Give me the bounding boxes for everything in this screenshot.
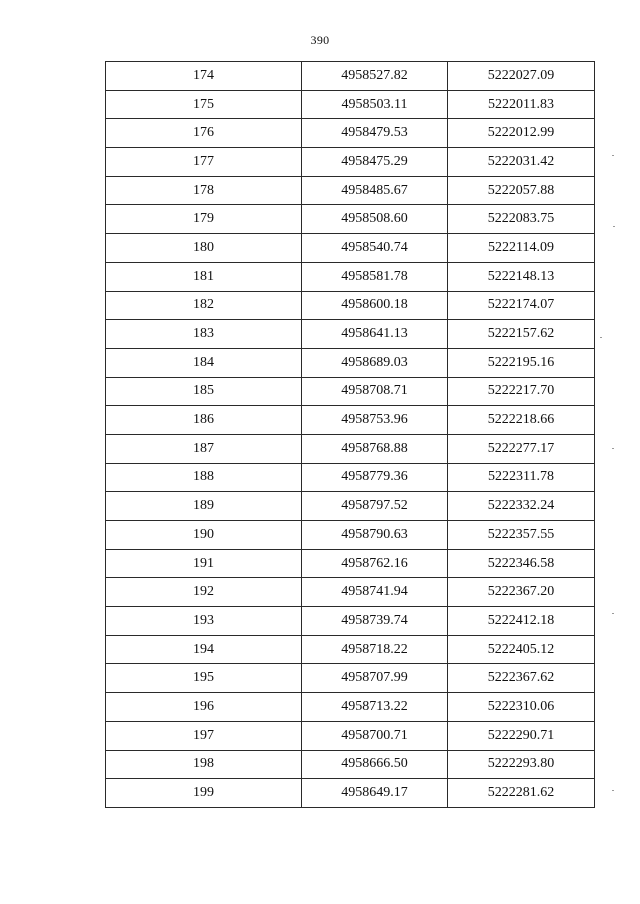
table-row	[106, 176, 595, 205]
point-number-cell: 185	[106, 377, 302, 406]
table-row	[106, 320, 595, 349]
y-coordinate-cell: 5222011.83	[448, 90, 595, 119]
y-coordinate-cell: 5222281.62	[448, 779, 595, 808]
table-row	[106, 664, 595, 693]
y-coordinate-cell: 5222311.78	[448, 463, 595, 492]
x-coordinate-cell: 4958779.36	[302, 463, 448, 492]
point-number-cell: 178	[106, 176, 302, 205]
y-coordinate-cell: 5222057.88	[448, 176, 595, 205]
table-row	[106, 607, 595, 636]
point-number-cell: 182	[106, 291, 302, 320]
table-row	[106, 262, 595, 291]
point-number-cell: 192	[106, 578, 302, 607]
point-number-cell: 193	[106, 607, 302, 636]
point-number-cell: 177	[106, 148, 302, 177]
table-row	[106, 521, 595, 550]
table-row	[106, 62, 595, 91]
table-row	[106, 721, 595, 750]
point-number-cell: 174	[106, 62, 302, 91]
point-number-cell: 175	[106, 90, 302, 119]
x-coordinate-cell: 4958649.17	[302, 779, 448, 808]
table-row	[106, 635, 595, 664]
y-coordinate-cell: 5222346.58	[448, 549, 595, 578]
point-number-cell: 198	[106, 750, 302, 779]
scan-speck	[612, 155, 614, 156]
x-coordinate-cell: 4958641.13	[302, 320, 448, 349]
x-coordinate-cell: 4958707.99	[302, 664, 448, 693]
y-coordinate-cell: 5222357.55	[448, 521, 595, 550]
coordinates-table	[105, 61, 595, 808]
point-number-cell: 189	[106, 492, 302, 521]
x-coordinate-cell: 4958475.29	[302, 148, 448, 177]
y-coordinate-cell: 5222174.07	[448, 291, 595, 320]
point-number-cell: 180	[106, 234, 302, 263]
table-row	[106, 779, 595, 808]
x-coordinate-cell: 4958540.74	[302, 234, 448, 263]
y-coordinate-cell: 5222027.09	[448, 62, 595, 91]
y-coordinate-cell: 5222012.99	[448, 119, 595, 148]
table-row	[106, 492, 595, 521]
point-number-cell: 181	[106, 262, 302, 291]
table-row	[106, 434, 595, 463]
point-number-cell: 187	[106, 434, 302, 463]
x-coordinate-cell: 4958700.71	[302, 721, 448, 750]
point-number-cell: 188	[106, 463, 302, 492]
point-number-cell: 186	[106, 406, 302, 435]
y-coordinate-cell: 5222310.06	[448, 693, 595, 722]
table-row	[106, 234, 595, 263]
table-row	[106, 119, 595, 148]
point-number-cell: 179	[106, 205, 302, 234]
x-coordinate-cell: 4958581.78	[302, 262, 448, 291]
x-coordinate-cell: 4958479.53	[302, 119, 448, 148]
x-coordinate-cell: 4958739.74	[302, 607, 448, 636]
x-coordinate-cell: 4958718.22	[302, 635, 448, 664]
table-row	[106, 750, 595, 779]
table-row	[106, 693, 595, 722]
y-coordinate-cell: 5222083.75	[448, 205, 595, 234]
y-coordinate-cell: 5222218.66	[448, 406, 595, 435]
point-number-cell: 194	[106, 635, 302, 664]
y-coordinate-cell: 5222412.18	[448, 607, 595, 636]
y-coordinate-cell: 5222290.71	[448, 721, 595, 750]
scan-speck	[612, 613, 614, 614]
table-row	[106, 549, 595, 578]
table-row	[106, 348, 595, 377]
x-coordinate-cell: 4958713.22	[302, 693, 448, 722]
page-number: 390	[310, 33, 330, 47]
x-coordinate-cell: 4958600.18	[302, 291, 448, 320]
y-coordinate-cell: 5222031.42	[448, 148, 595, 177]
x-coordinate-cell: 4958768.88	[302, 434, 448, 463]
table-row	[106, 148, 595, 177]
point-number-cell: 197	[106, 721, 302, 750]
point-number-cell: 191	[106, 549, 302, 578]
scan-speck	[612, 790, 614, 791]
point-number-cell: 190	[106, 521, 302, 550]
x-coordinate-cell: 4958485.67	[302, 176, 448, 205]
table-row	[106, 377, 595, 406]
table-row	[106, 90, 595, 119]
y-coordinate-cell: 5222217.70	[448, 377, 595, 406]
y-coordinate-cell: 5222114.09	[448, 234, 595, 263]
y-coordinate-cell: 5222148.13	[448, 262, 595, 291]
point-number-cell: 199	[106, 779, 302, 808]
y-coordinate-cell: 5222367.20	[448, 578, 595, 607]
table-row	[106, 291, 595, 320]
scan-speck	[612, 448, 614, 449]
table-row	[106, 205, 595, 234]
y-coordinate-cell: 5222157.62	[448, 320, 595, 349]
y-coordinate-cell: 5222195.16	[448, 348, 595, 377]
point-number-cell: 183	[106, 320, 302, 349]
x-coordinate-cell: 4958753.96	[302, 406, 448, 435]
y-coordinate-cell: 5222277.17	[448, 434, 595, 463]
x-coordinate-cell: 4958741.94	[302, 578, 448, 607]
coordinates-table-body	[106, 62, 595, 808]
x-coordinate-cell: 4958708.71	[302, 377, 448, 406]
y-coordinate-cell: 5222367.62	[448, 664, 595, 693]
x-coordinate-cell: 4958797.52	[302, 492, 448, 521]
point-number-cell: 176	[106, 119, 302, 148]
table-row	[106, 578, 595, 607]
x-coordinate-cell: 4958790.63	[302, 521, 448, 550]
scan-speck	[613, 226, 615, 227]
x-coordinate-cell: 4958689.03	[302, 348, 448, 377]
x-coordinate-cell: 4958762.16	[302, 549, 448, 578]
x-coordinate-cell: 4958666.50	[302, 750, 448, 779]
table-row	[106, 463, 595, 492]
y-coordinate-cell: 5222405.12	[448, 635, 595, 664]
y-coordinate-cell: 5222293.80	[448, 750, 595, 779]
x-coordinate-cell: 4958503.11	[302, 90, 448, 119]
point-number-cell: 196	[106, 693, 302, 722]
y-coordinate-cell: 5222332.24	[448, 492, 595, 521]
point-number-cell: 184	[106, 348, 302, 377]
x-coordinate-cell: 4958527.82	[302, 62, 448, 91]
x-coordinate-cell: 4958508.60	[302, 205, 448, 234]
point-number-cell: 195	[106, 664, 302, 693]
table-row	[106, 406, 595, 435]
scan-speck	[600, 337, 602, 338]
